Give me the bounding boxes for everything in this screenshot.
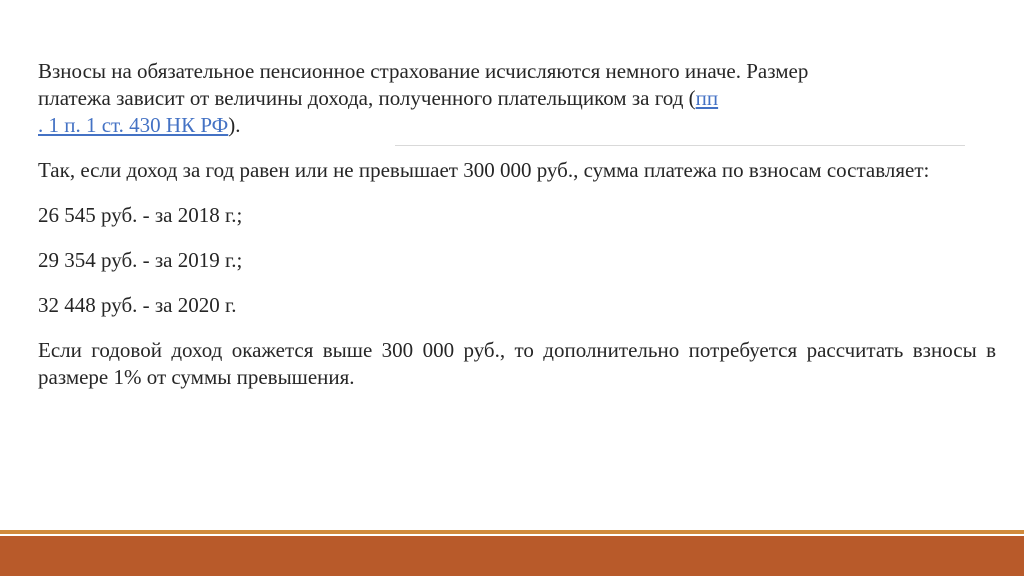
amount-item-2018: 26 545 руб. - за 2018 г.; bbox=[38, 203, 243, 227]
paragraph-threshold: Так, если доход за год равен или не превышает 300 000 руб., сумма платежа по взносам составляет: bbox=[38, 158, 930, 182]
paragraph-excess: Если годовой доход окажется выше 300 000 руб., то дополнительно потребуется рассчитать взносы в размере 1% от суммы превышения. bbox=[38, 338, 996, 389]
paragraph-contributions-intro bbox=[38, 58, 996, 139]
amount-item-2019: 29 354 руб. - за 2019 г.; bbox=[38, 248, 243, 272]
amount-item-2020: 32 448 руб. - за 2020 г. bbox=[38, 293, 237, 317]
intro-line-2: платежа зависит от величины дохода, полученного плательщиком за год ( bbox=[38, 86, 696, 110]
bottom-band bbox=[0, 536, 1024, 576]
bottom-accent-line bbox=[0, 530, 1024, 534]
intro-line-1: Взносы на обязательное пенсионное страхование исчисляются немного иначе. Размер bbox=[38, 59, 809, 83]
intro-suffix: ). bbox=[228, 113, 241, 137]
law-reference-link-part-1[interactable]: пп bbox=[695, 86, 719, 110]
divider-line bbox=[395, 145, 965, 146]
law-reference-link-part-2[interactable]: . 1 п. 1 ст. 430 НК РФ bbox=[38, 113, 229, 137]
slide-body bbox=[38, 58, 996, 409]
